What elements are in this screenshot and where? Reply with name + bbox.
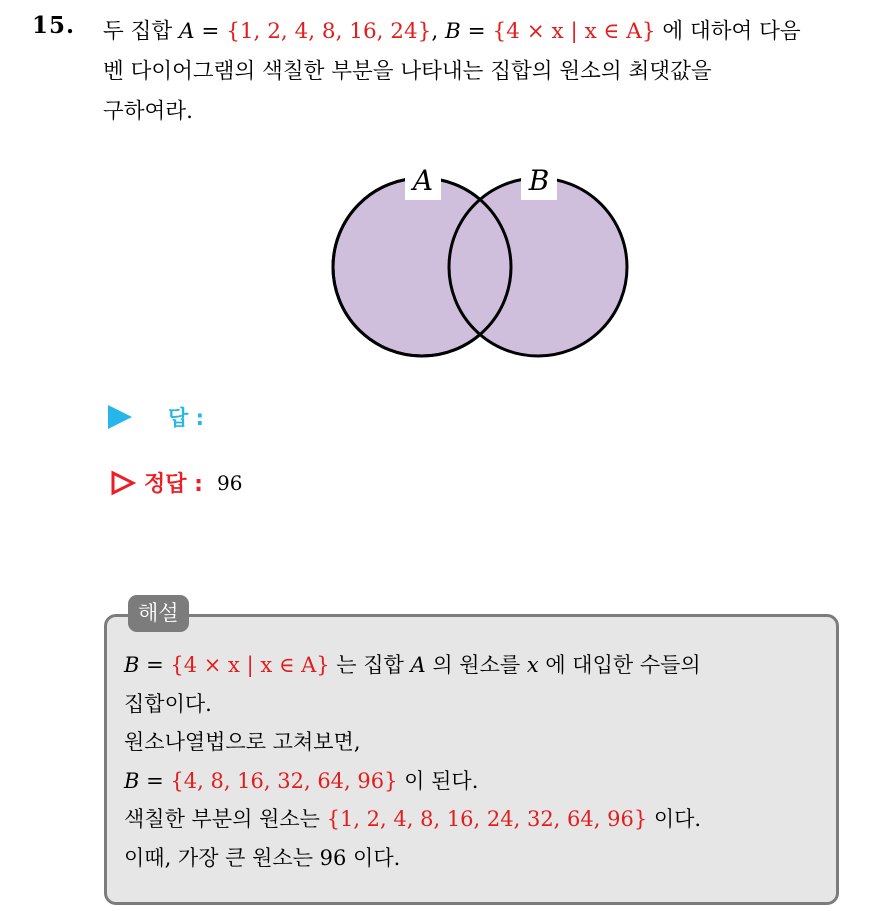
explanation-line-5: 색칠한 부분의 원소는 {1, 2, 4, 8, 16, 24, 32, 64, 96} 이다.: [124, 807, 702, 831]
explanation-line-3: 원소나열법으로 고쳐보면,: [124, 730, 361, 754]
question-line-1: 두 집합 A = {1, 2, 4, 8, 16, 24}, B = {4 × x | x ∈ A} 에 대하여 다음: [103, 19, 801, 44]
explanation-line-2: 집합이다.: [124, 691, 212, 716]
correct-answer-row: [110, 467, 242, 498]
question-line-3: 구하여라.: [103, 99, 193, 124]
set-a-label: A: [178, 19, 195, 44]
play-triangle-icon: [108, 405, 132, 429]
venn-circle-b: [449, 178, 627, 356]
answer-label: 답 :: [168, 406, 204, 430]
set-a-elements: {1, 2, 4, 8, 16, 24}: [226, 19, 432, 44]
answer-row: [108, 402, 204, 432]
explanation-line-1: B = {4 × x | x ∈ A} 는 집합 A 의 원소를 x 에 대입한 수들의: [124, 653, 701, 677]
set-b-builder: {4 × x | x ∈ A}: [492, 19, 656, 44]
outline-triangle-icon: [110, 470, 136, 496]
question-number: 15.: [32, 12, 76, 39]
venn-label-a: A: [412, 164, 434, 197]
set-b-label: B: [445, 19, 461, 44]
question-text: [103, 12, 871, 132]
venn-diagram: [325, 160, 635, 365]
correct-answer-label: 정답 :: [144, 472, 203, 497]
explanation-tag: 해설: [128, 595, 189, 632]
question-line-2: 벤 다이어그램의 색칠한 부분을 나타내는 집합의 원소의 최댓값을: [103, 59, 712, 84]
correct-answer-value: 96: [216, 470, 243, 495]
venn-label-b: B: [528, 164, 550, 197]
explanation-line-6: 이때, 가장 큰 원소는 96 이다.: [124, 845, 401, 870]
explanation-line-4: B = {4, 8, 16, 32, 64, 96} 이 된다.: [124, 768, 479, 793]
explanation-text: [124, 646, 834, 877]
